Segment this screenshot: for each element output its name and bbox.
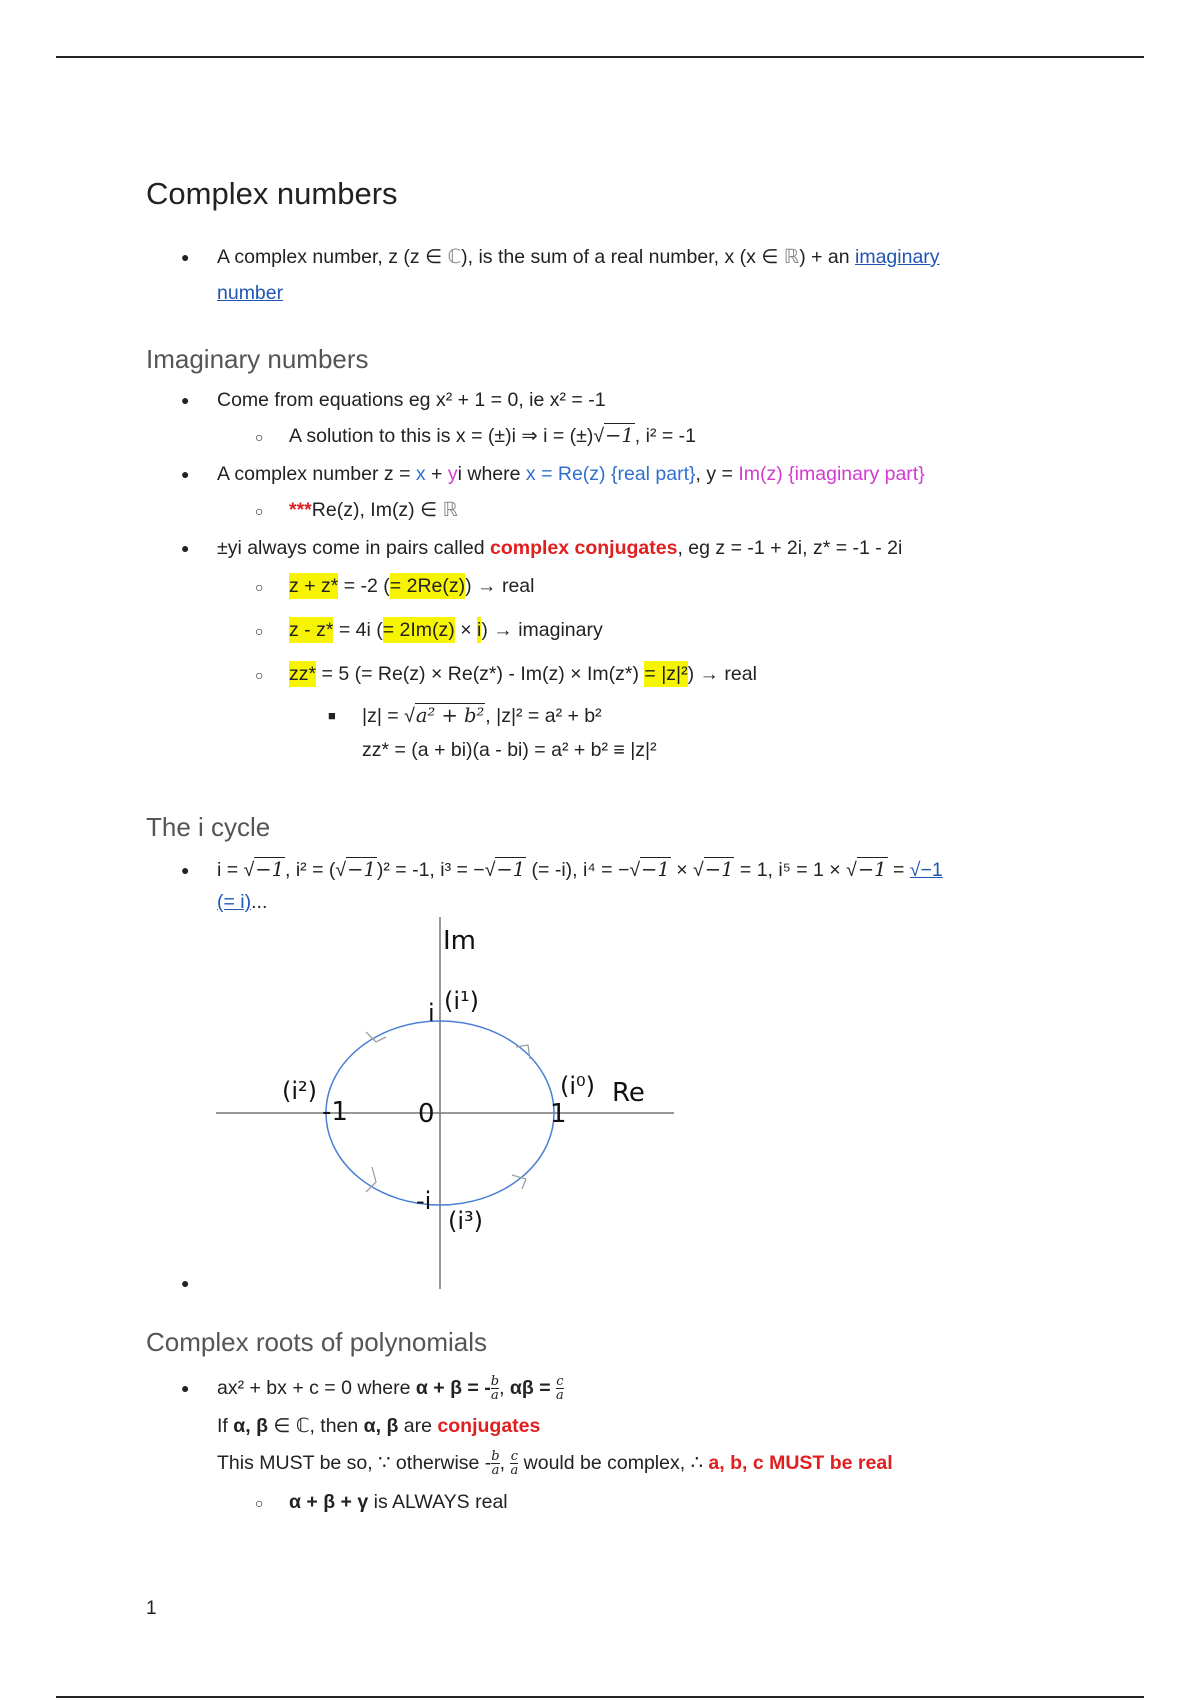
- i-cycle-diagram: [216, 917, 686, 1297]
- roots-line-2: If α, β ∈ ℂ, then α, β are conjugates: [217, 1415, 541, 1437]
- sqrt-neg-one-link[interactable]: √−1: [909, 859, 943, 881]
- label-one: 1: [550, 1099, 567, 1129]
- imag-bullet-2: ● A complex number z = x + yi where x = Re(z) {real part}, y = Im(z) {imaginary part}: [217, 461, 925, 487]
- conj-diff: ○ z - z* = 4i (= 2Im(z) × i) → imaginary: [289, 617, 603, 643]
- conj-sum: ○ z + z* = -2 (= 2Re(z)) → real: [289, 573, 534, 599]
- i-cycle-bullet: ● i = √−1, i² = (√−1)² = -1, i³ = −√−1 (= -i), i⁴ = −√−1 × √−1 = 1, i⁵ = 1 × √−1 = √−1: [217, 857, 943, 883]
- fraction-c-over-a-2: $\frac{c}{a}$: [510, 1449, 519, 1479]
- arrow-mark-top-right: [516, 1045, 530, 1059]
- label-i-power-1: (i¹): [444, 987, 480, 1015]
- imaginary-number-link-cont[interactable]: number: [217, 282, 284, 304]
- intro-bullet: ● A complex number, z (z ∈ ℂ), is the sum of a real number, x (x ∈ ℝ) + an imaginary: [217, 244, 940, 270]
- conj-product: ○ zz* = 5 (= Re(z) × Re(z*) - Im(z) × Im(z*) = |z|²) → real: [289, 661, 757, 687]
- fraction-c-over-a: $\frac{c}{a}$: [556, 1374, 564, 1404]
- intro-bullet-cont: [217, 280, 283, 306]
- bottom-rule: [56, 1696, 1144, 1698]
- imag-bullet-1: ● Come from equations eg x² + 1 = 0, ie x² = -1: [217, 387, 606, 413]
- roots-line-3: This MUST be so, ∵ otherwise - $\frac{b}{a}$ , $\frac{c}{a}$ would be complex, ∴ a, b, c MUST be real: [217, 1449, 893, 1479]
- label-i-power-2: (i²): [282, 1077, 318, 1105]
- roots-sub: ○ α + β + γ is ALWAYS real: [289, 1489, 508, 1515]
- label-re: Re: [612, 1078, 645, 1108]
- label-i-power-3: (i³): [448, 1207, 484, 1235]
- label-neg-one: -1: [322, 1097, 348, 1127]
- label-neg-i: -i: [416, 1187, 432, 1215]
- heading-i-cycle: The i cycle: [146, 812, 271, 842]
- imag-sub-2: ○ ***Re(z), Im(z) ∈ ℝ: [289, 497, 458, 523]
- roots-bullet: ● ax² + bx + c = 0 where α + β = - $\frac{b}{a}$ , αβ = $\frac{c}{a}$: [217, 1375, 564, 1402]
- heading-imaginary-numbers: Imaginary numbers: [146, 344, 369, 374]
- label-im: Im: [443, 926, 476, 956]
- label-i: i: [428, 999, 435, 1027]
- label-zero: 0: [418, 1099, 435, 1129]
- arrow-mark-bottom-right: [512, 1175, 526, 1189]
- heading-complex-roots: Complex roots of polynomials: [146, 1327, 488, 1357]
- imag-sub-1: ○ A solution to this is x = (±)i ⇒ i = (±)√−1, i² = -1: [289, 423, 696, 449]
- fraction-b-over-a-2: $\frac{b}{a}$: [491, 1449, 500, 1479]
- page-number: 1: [146, 1598, 157, 1619]
- i-cycle-bullet-cont: (= i)...: [217, 891, 268, 913]
- modulus-line: ■ |z| = √a² + b², |z|² = a² + b²: [362, 703, 602, 729]
- equals-i-link[interactable]: (= i): [217, 891, 252, 913]
- imaginary-number-link[interactable]: imaginary: [855, 246, 940, 268]
- fraction-b-over-a: $\frac{b}{a}$: [490, 1374, 500, 1404]
- page-title: Complex numbers: [146, 176, 398, 211]
- top-rule: [56, 56, 1144, 58]
- modulus-proof: zz* = (a + bi)(a - bi) = a² + b² ≡ |z|²: [362, 739, 657, 761]
- label-i-power-0: (i⁰): [560, 1072, 596, 1100]
- imag-bullet-3: ● ±yi always come in pairs called complex conjugates, eg z = -1 + 2i, z* = -1 - 2i: [217, 535, 902, 561]
